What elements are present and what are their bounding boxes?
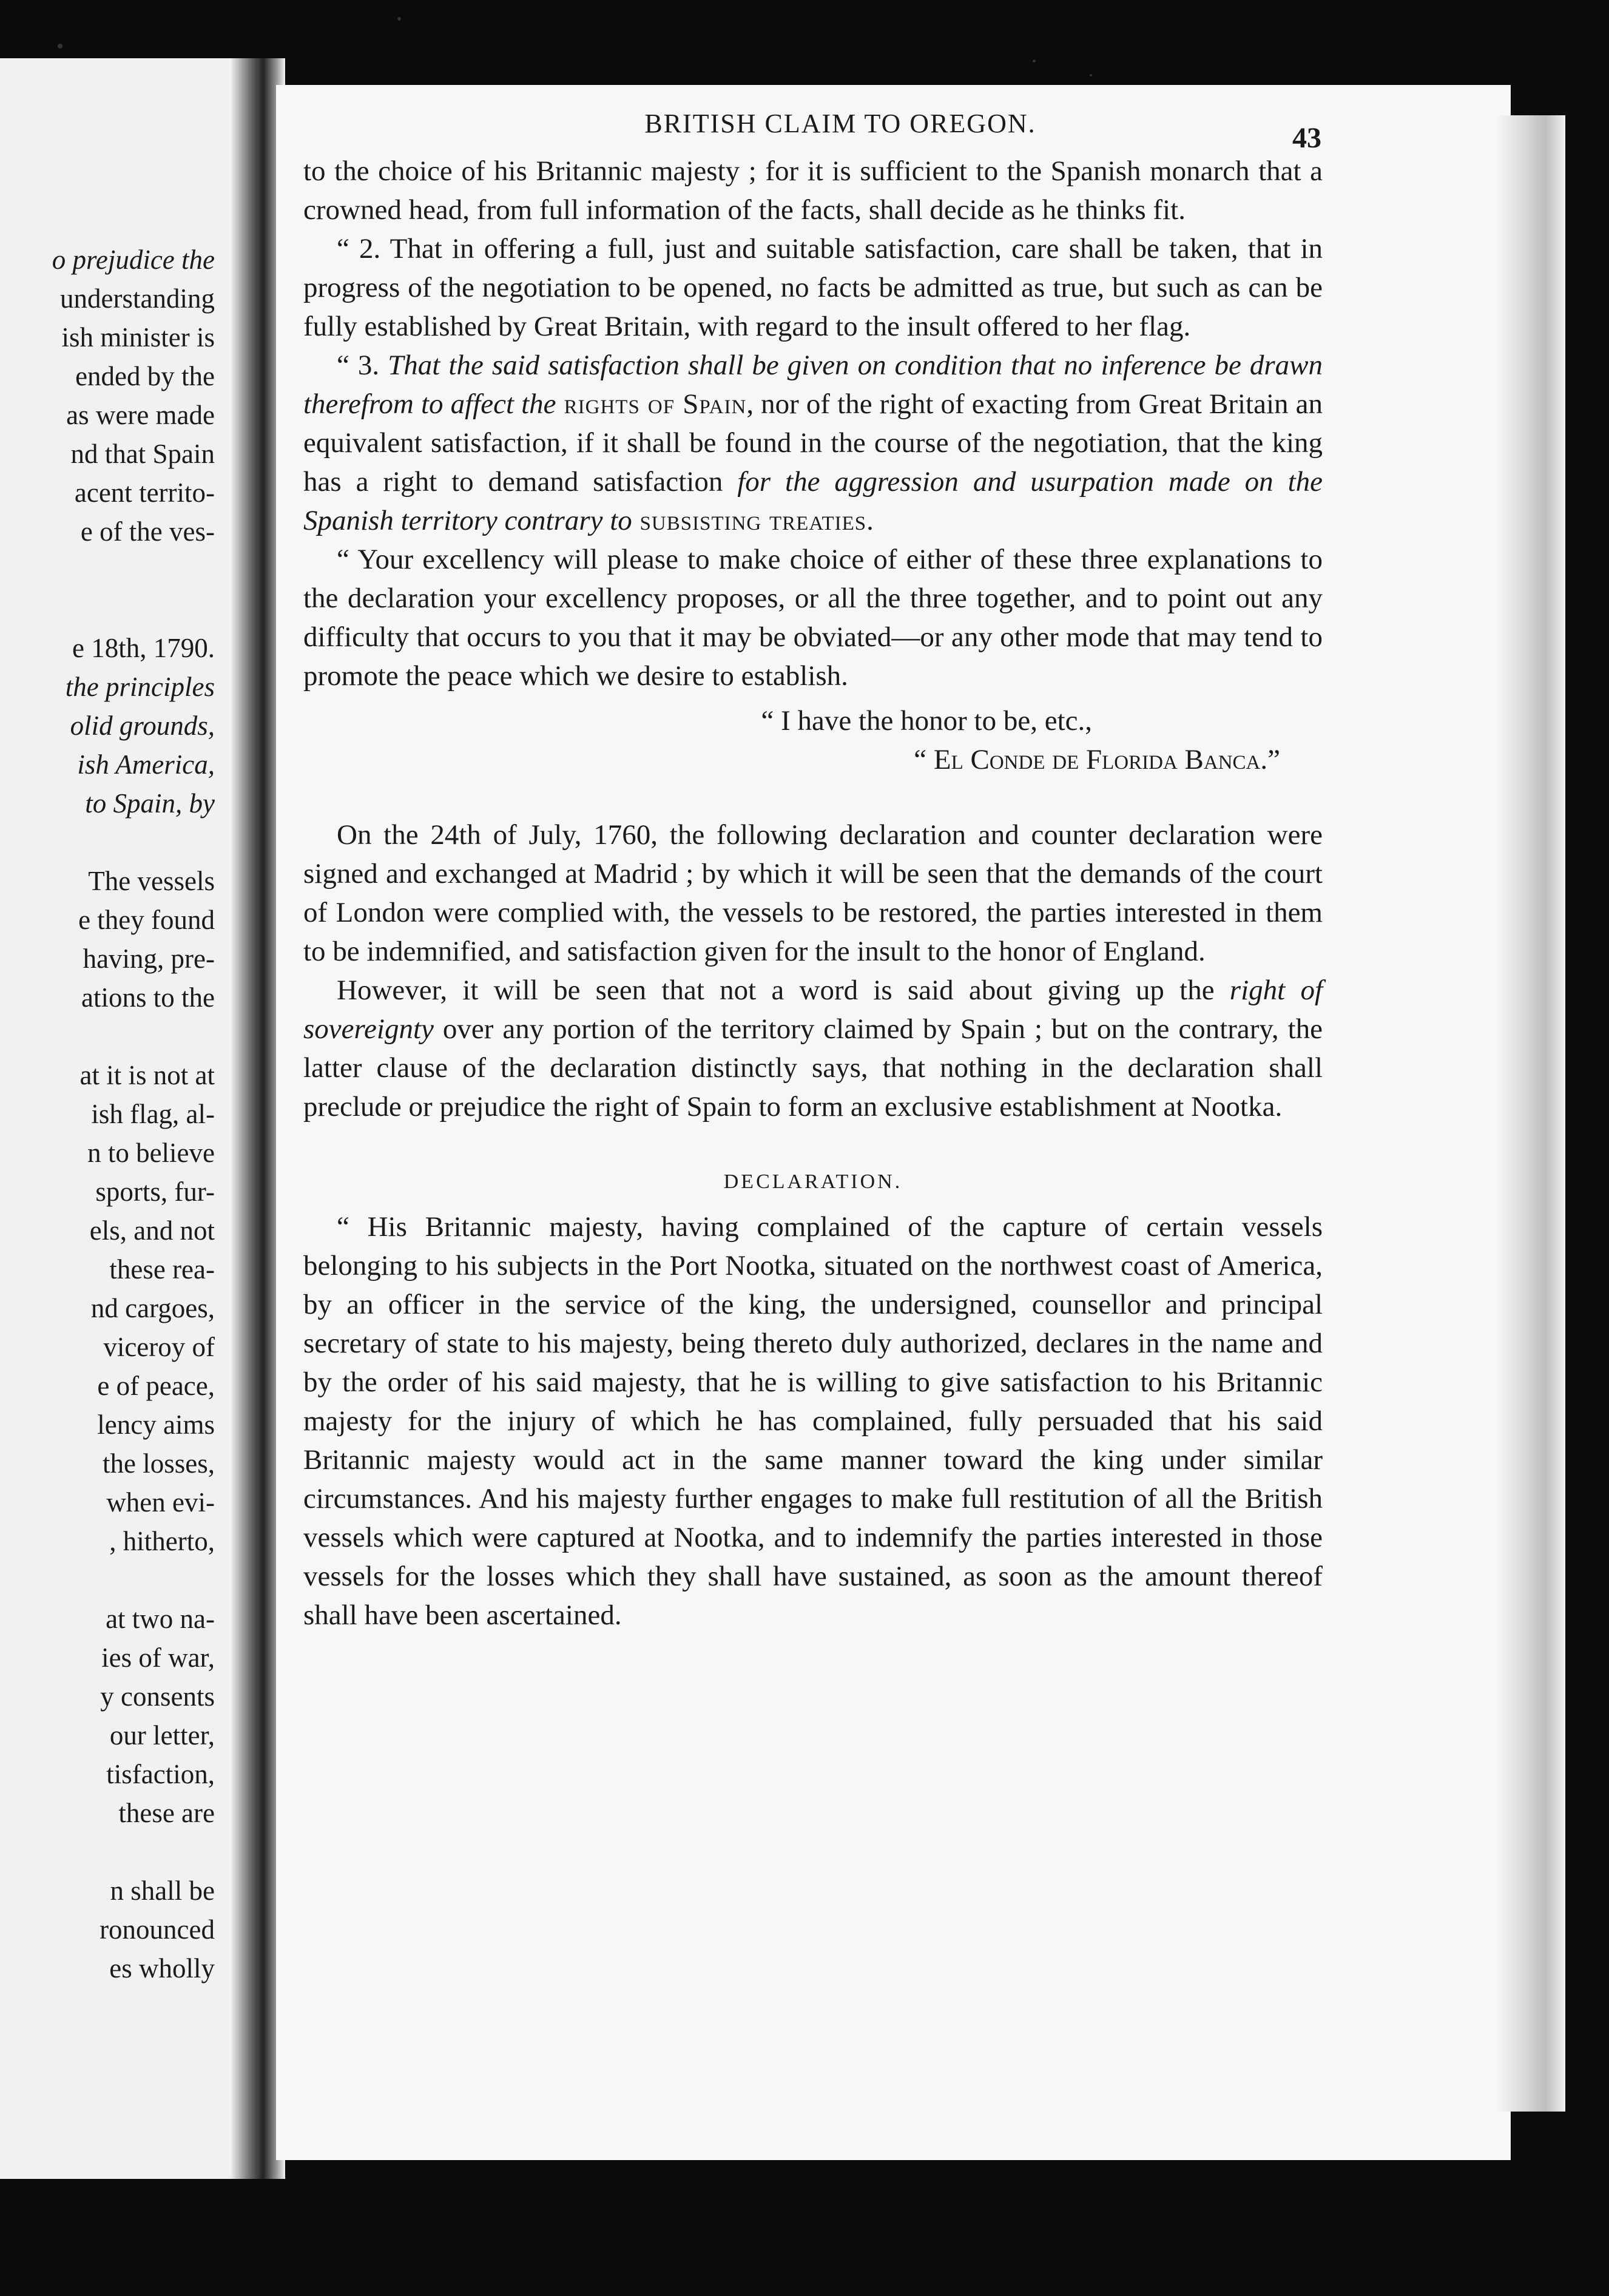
left-line: o prejudice the xyxy=(52,245,215,275)
left-line: as were made xyxy=(66,400,215,430)
scan-speck xyxy=(1033,59,1036,62)
scan-speck xyxy=(58,44,62,49)
left-line: understanding xyxy=(60,283,215,314)
paragraph xyxy=(303,346,1323,540)
left-line: lency aims xyxy=(97,1410,215,1440)
section-heading: DECLARATION. xyxy=(723,1170,903,1193)
closing-line: “ I have the honor to be, etc., xyxy=(761,705,1092,737)
left-line: when evi- xyxy=(106,1487,215,1518)
left-line: n to believe xyxy=(87,1138,215,1168)
italic-text: That the said satisfaction shall be given on condition that no inference be drawn therefrom to affect the xyxy=(303,349,1323,420)
left-line: olid grounds, xyxy=(70,711,215,741)
left-line: The vessels xyxy=(88,866,215,896)
scan-speck xyxy=(1090,74,1092,76)
left-line: e they found xyxy=(78,905,215,935)
paragraph-text: However, it will be seen that not a word is said about giving up the xyxy=(337,974,1230,1006)
left-line: els, and not xyxy=(89,1215,215,1246)
left-line: ish America, xyxy=(77,749,215,780)
paragraph: On the 24th of July, 1760, the following declaration and counter declaration were signed and exchanged at Madrid ; by which it will be seen that the demands of the court of London were complied with, the vessels to be restored, the parties interested in them to be indemnified, and satisfaction given for the insult to the honor of England. xyxy=(303,819,1323,967)
paragraph: “ Your excellency will please to make choice of either of these three explanations to the declaration your excellency proposes, or all the three together, and to point out any difficulty that occurs to you that it may be obviated—or any other mode that may tend to promote the peace which we desire to establish. xyxy=(303,544,1323,692)
smallcaps-text: subsisting treaties. xyxy=(632,505,874,536)
left-line: ronounced xyxy=(100,1914,215,1945)
paragraph-lead: “ 3. xyxy=(337,349,388,381)
left-line: nd that Spain xyxy=(70,439,215,469)
left-line: these rea- xyxy=(109,1254,215,1285)
left-line: ations to the xyxy=(81,982,215,1013)
page-edge-shadow xyxy=(1499,115,1565,2112)
paragraph: “ His Britannic majesty, having complained of the capture of certain vessels belonging to his subjects in the Port Nootka, situated on the northwest coast of America, by an officer in the service of the king, the undersigned, counsellor and principal secretary of state to his majesty, being thereto duly authorized, declares in the name and by the order of his said majesty, that he is willing to give satisfaction to his Britannic majesty for the injury of which he has complained, fully persuaded that his said Britannic majesty would act in the same manner toward the king under similar circumstances. And his majesty further engages to make full restitution of all the British vessels which were captured at Nootka, and to indemnify the parties interested in those vessels for the losses which they shall have sustained, as soon as the amount thereof shall have been ascertained. xyxy=(303,1211,1323,1631)
paragraph: “ 2. That in offering a full, just and suitable satisfaction, care shall be taken, that in progress of the negotiation to be opened, no facts be admitted as true, but such as can be fully established by Great Britain, with regard to the insult offered to her flag. xyxy=(303,233,1323,342)
left-line: e of the ves- xyxy=(80,516,215,547)
left-line: these are xyxy=(118,1798,215,1828)
left-line: ended by the xyxy=(75,361,215,391)
italic-text: for the aggression and usurpation made on the Spanish territory contrary to xyxy=(303,466,1323,536)
left-page-text xyxy=(8,240,215,1988)
left-line: e 18th, 1790. xyxy=(72,633,215,663)
left-line: nd cargoes, xyxy=(90,1293,215,1323)
page-number: 43 xyxy=(1292,122,1321,154)
left-line: , hitherto, xyxy=(109,1526,215,1556)
left-line: n shall be xyxy=(110,1876,215,1906)
left-line: ish minister is xyxy=(61,322,215,353)
running-head: BRITISH CLAIM TO OREGON. xyxy=(644,109,1036,138)
paragraph-text: , nor of the right of exacting from Great Britain an equivalent satisfaction, if it shall be found in the course of the negotiation, that the king has a right to demand satisfaction xyxy=(303,388,1323,498)
left-line: acent territo- xyxy=(74,478,215,508)
left-line: sports, fur- xyxy=(95,1177,215,1207)
left-line: at two na- xyxy=(106,1604,215,1634)
left-line: to Spain, by xyxy=(85,788,215,819)
scan-speck xyxy=(397,17,401,21)
left-line: y consents xyxy=(100,1681,215,1712)
page-body xyxy=(303,152,1323,1635)
left-page xyxy=(0,58,250,2179)
signature-line: “ El Conde de Florida Banca.” xyxy=(914,744,1280,775)
paragraph-text: over any portion of the territory claimed by Spain ; but on the contrary, the latter clause of the declaration distinctly says, that nothing in the declaration shall preclude or prejudice the right of Spain to form an exclusive establishment at Nootka. xyxy=(303,1013,1323,1123)
paragraph: to the choice of his Britannic majesty ; for it is sufficient to the Spanish monarch that a crowned head, from full information of the facts, shall decide as he thinks fit. xyxy=(303,155,1323,226)
left-line: es wholly xyxy=(109,1953,215,1984)
left-line: ies of war, xyxy=(101,1643,215,1673)
left-line: ish flag, al- xyxy=(91,1099,215,1129)
smallcaps-text: rights of Spain xyxy=(556,388,747,420)
left-line: the principles xyxy=(65,672,215,702)
left-line: the losses, xyxy=(103,1448,215,1479)
left-line: viceroy of xyxy=(103,1332,215,1362)
left-line: tisfaction, xyxy=(106,1759,215,1789)
left-line: having, pre- xyxy=(83,944,215,974)
left-line: our letter, xyxy=(109,1720,215,1751)
left-line: e of peace, xyxy=(97,1371,215,1401)
left-line: at it is not at xyxy=(79,1060,215,1090)
italic-text: right of sovereignty xyxy=(303,974,1323,1045)
paragraph xyxy=(303,971,1323,1126)
